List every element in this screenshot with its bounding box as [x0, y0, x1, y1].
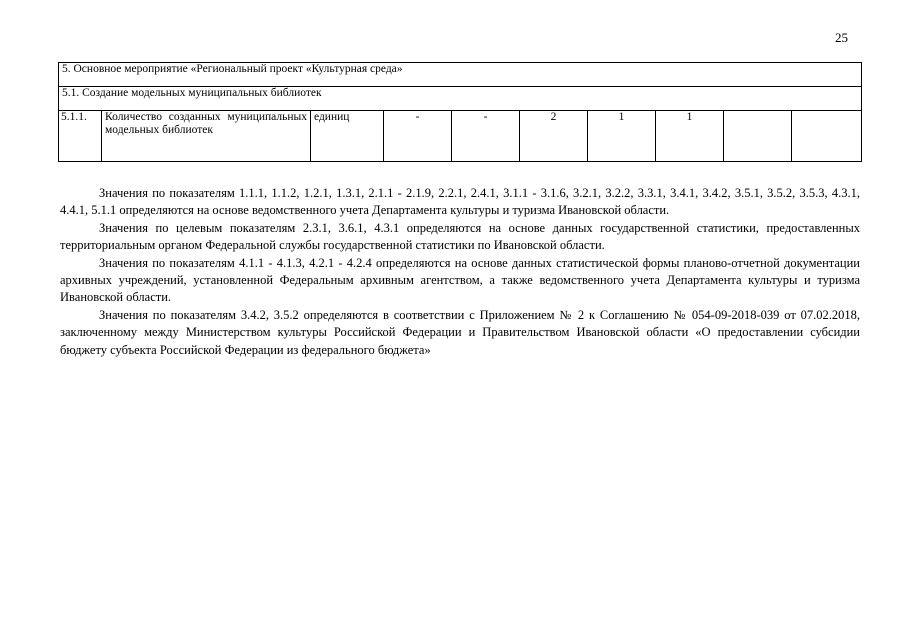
indicator-number: 5.1.1. — [59, 111, 102, 162]
notes-block — [60, 185, 860, 359]
value-cell: 1 — [588, 111, 656, 162]
note-paragraph: Значения по показателям 4.1.1 - 4.1.3, 4.2.1 - 4.2.4 определяются на основе данных статистической формы планово-отчетной документации архивных учреждений, установленной Федеральным архивным агентством, а также ведомственного учета Департамента культуры и туризма Ивановской области. — [60, 255, 860, 305]
indicator-unit: единиц — [311, 111, 384, 162]
subsection-title: 5.1. Создание модельных муниципальных библиотек — [59, 87, 862, 111]
indicators-table — [58, 62, 862, 162]
value-cell — [724, 111, 792, 162]
table-row — [59, 111, 862, 162]
section-title: 5. Основное мероприятие «Региональный проект «Культурная среда» — [59, 63, 862, 87]
note-paragraph: Значения по показателям 3.4.2, 3.5.2 определяются в соответствии с Приложением № 2 к Соглашению № 054-09-2018-039 от 07.02.2018, заключенному между Министерством культуры Российской Федерации и Правительством Ивановской области «О предоставлении субсидии бюджету субъекта Российской Федерации из федерального бюджета» — [60, 307, 860, 357]
page-number: 25 — [835, 30, 848, 45]
value-cell: - — [452, 111, 520, 162]
section-row — [59, 63, 862, 87]
value-cell: 1 — [656, 111, 724, 162]
subsection-row — [59, 87, 862, 111]
value-cell: - — [384, 111, 452, 162]
note-paragraph: Значения по показателям 1.1.1, 1.1.2, 1.2.1, 1.3.1, 2.1.1 - 2.1.9, 2.2.1, 2.4.1, 3.1.1 - 3.1.6, 3.2.1, 3.2.2, 3.3.1, 3.4.1, 3.4.2, 3.5.1, 3.5.2, 3.5.3, 4.3.1, 4.4.1, 5.1.1 определяются на основе ведомственного учета Департамента культуры и туризма Ивановской области. — [60, 186, 860, 218]
note-paragraph: Значения по целевым показателям 2.3.1, 3.6.1, 4.3.1 определяются на основе данных государственной статистики, предоставленных территориальным органом Федеральной службы государственной статистики по Ивановской области. — [60, 220, 860, 253]
indicator-name: Количество созданных муниципальных модельных библиотек — [102, 111, 311, 162]
value-cell — [792, 111, 862, 162]
value-cell: 2 — [520, 111, 588, 162]
